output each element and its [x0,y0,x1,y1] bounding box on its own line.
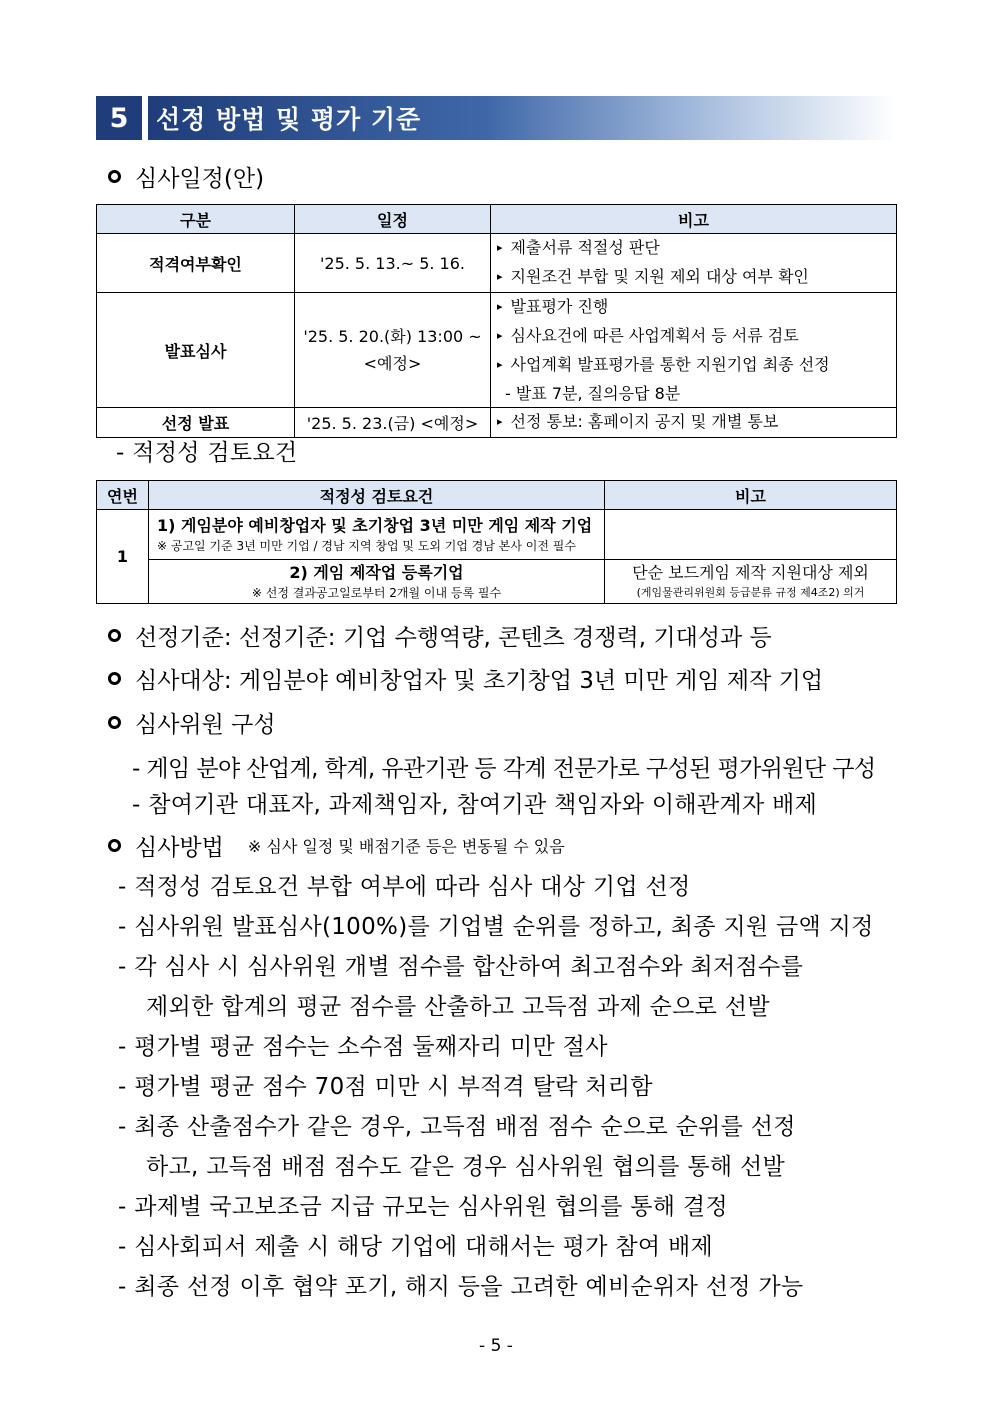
requirement-2-remark-note: (게임물관리위원회 등급분류 규정 제4조2) 의거 [636,585,865,599]
schedule-heading [108,160,264,193]
method-item: - 심사위원 발표심사(100%)를 기업별 순위를 정하고, 최종 지원 금액 지정 [118,914,874,940]
schedule-table [96,204,897,438]
remark-item: ▸ 제출서류 적절성 판단 [497,234,890,263]
header-category: 구분 [97,205,295,234]
committee-item: - 게임 분야 산업계, 학계, 유관기관 등 각계 전문가로 구성된 평가위원단 구성 [132,756,876,782]
requirement-2-remark-text: 단순 보드게임 제작 지원대상 제외 [632,562,869,582]
method-heading [108,829,565,862]
date-line: '25. 5. 20.(화) 13:00 ~ [303,327,482,346]
circle-bullet-icon [108,716,121,729]
table-row [97,293,897,408]
row-number: 1 [97,510,149,604]
row-remarks [491,234,897,293]
section-title: 선정 방법 및 평가 기준 [148,96,896,140]
circle-bullet-icon [108,672,121,685]
remark-item: ▸ 지원조건 부합 및 지원 제외 대상 여부 확인 [497,263,890,292]
suitability-table [96,480,897,604]
circle-bullet-icon [108,839,121,852]
target-line [108,662,823,695]
method-item-continued: 제외한 합계의 평균 점수를 산출하고 고득점 과제 순으로 선발 [146,994,770,1020]
method-item: - 최종 산출점수가 같은 경우, 고득점 배점 점수 순으로 순위를 선정 [118,1114,796,1140]
header-remarks: 비고 [491,205,897,234]
row-date [295,293,491,408]
method-item: - 각 심사 시 심사위원 개별 점수를 합산하여 최고점수와 최저점수를 [118,954,804,980]
remark-sub-item: - 발표 7분, 질의응답 8분 [505,384,681,403]
requirement-2-text: 2) 게임 제작업 등록기업 [289,562,464,582]
method-note: ※ 심사 일정 및 배점기준 등은 변동될 수 있음 [247,837,565,856]
method-item: - 과제별 국고보조금 지급 규모는 심사위원 협의를 통해 결정 [118,1194,728,1220]
criteria-text: 선정기준: 선정기준: 기업 수행역량, 콘텐츠 경쟁력, 기대성과 등 [135,625,772,651]
header-requirement: 적정성 검토요건 [149,481,605,510]
committee-heading-text: 심사위원 구성 [135,712,276,738]
criteria-line [108,619,772,652]
committee-heading [108,706,276,739]
committee-item: - 참여기관 대표자, 과제책임자, 참여기관 책임자와 이해관계자 배제 [132,792,818,818]
method-heading-text: 심사방법 [135,835,224,861]
target-text: 심사대상: 게임분야 예비창업자 및 초기창업 3년 미만 게임 제작 기업 [135,668,824,694]
schedule-heading-text: 심사일정(안) [135,166,265,192]
table-row [97,560,897,604]
suitability-heading: - 적정성 검토요건 [116,440,298,466]
row-category: 발표심사 [97,293,295,408]
method-item-continued: 하고, 고득점 배점 점수도 같은 경우 심사위원 협의를 통해 선발 [146,1154,786,1180]
table-row [97,408,897,438]
requirement-2-note: ※ 선정 결과공고일로부터 2개월 이내 등록 필수 [251,585,502,600]
row-remarks [491,293,897,408]
method-item: - 심사회피서 제출 시 해당 기업에 대해서는 평가 참여 배제 [118,1234,714,1260]
requirement-1-remark [605,510,897,560]
circle-bullet-icon [108,170,121,183]
remark-item: ▸ 사업계획 발표평가를 통한 지원기업 최종 선정 [497,351,890,380]
circle-bullet-icon [108,629,121,642]
section-number: 5 [96,96,142,140]
remark-item: ▸ 발표평가 진행 [497,293,890,322]
method-item: - 최종 선정 이후 협약 포기, 해지 등을 고려한 예비순위자 선정 가능 [118,1274,804,1300]
row-remarks [491,408,897,438]
requirement-1-note: ※ 공고일 기준 3년 미만 기업 / 경남 지역 창업 및 도외 기업 경남 본사 이전 필수 [157,538,576,553]
remark-item: ▸ 선정 통보: 홈페이지 공지 및 개별 통보 [497,408,890,437]
table-row [97,234,897,293]
method-item: - 평가별 평균 점수 70점 미만 시 부적격 탈락 처리함 [118,1074,653,1100]
table-row [97,510,897,560]
schedule-header-row [97,205,897,234]
row-category: 적격여부확인 [97,234,295,293]
requirement-1 [149,510,605,560]
requirement-2-remark [605,560,897,604]
suitability-header-row [97,481,897,510]
requirement-2 [149,560,605,604]
header-number: 연번 [97,481,149,510]
row-date: '25. 5. 23.(금) <예정> [295,408,491,438]
header-date: 일정 [295,205,491,234]
method-item: - 평가별 평균 점수는 소수점 둘째자리 미만 절사 [118,1034,608,1060]
row-date: '25. 5. 13.~ 5. 16. [295,234,491,293]
remark-item: ▸ 심사요건에 따른 사업계획서 등 서류 검토 [497,322,890,351]
page-number: - 5 - [479,1336,513,1356]
requirement-1-text: 1) 게임분야 예비창업자 및 초기창업 3년 미만 게임 제작 기업 [157,515,593,535]
date-line: <예정> [363,354,422,373]
method-item: - 적정성 검토요건 부합 여부에 따라 심사 대상 기업 선정 [118,874,691,900]
row-category: 선정 발표 [97,408,295,438]
header-remarks: 비고 [605,481,897,510]
